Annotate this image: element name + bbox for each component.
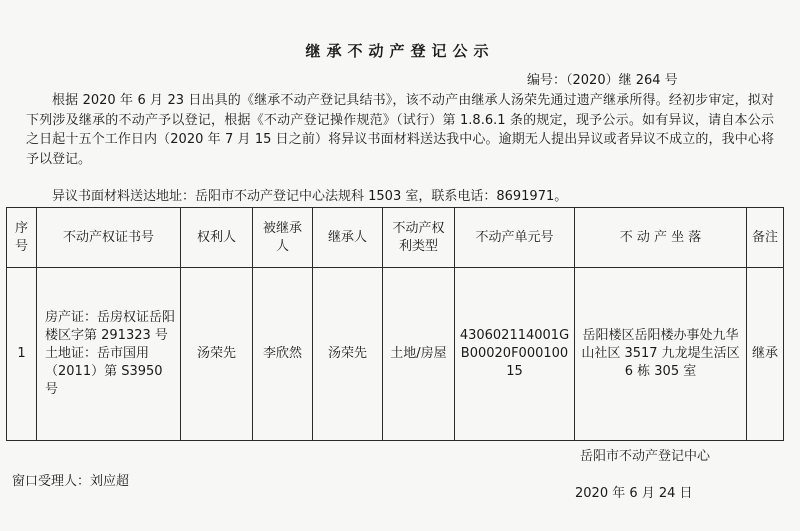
page-title: 继承不动产登记公示	[305, 42, 495, 60]
cell-unit-no: 430602114001GB00020F00010015	[455, 268, 575, 441]
header-remark: 备注	[747, 208, 784, 268]
window-receiver: 窗口受理人：刘应超	[12, 474, 130, 489]
cell-right-type: 土地/房屋	[383, 268, 455, 441]
header-unit-no: 不动产单元号	[455, 208, 575, 268]
serial-number: 编号：（2020）继 264 号	[527, 73, 678, 88]
header-owner: 权利人	[181, 208, 253, 268]
header-no: 序号	[7, 208, 37, 268]
registration-table	[6, 207, 784, 441]
cell-heir: 汤荣先	[313, 268, 383, 441]
header-right-type: 不动产权利类型	[383, 208, 455, 268]
header-deceased: 被继承人	[253, 208, 313, 268]
issuing-organization: 岳阳市不动产登记中心	[580, 449, 711, 464]
cert-house: 房产证：岳房权证岳阳楼区字第 291323 号	[45, 310, 176, 343]
cell-no: 1	[7, 268, 37, 441]
cell-deceased: 李欣然	[253, 268, 313, 441]
header-location: 不 动 产 坐 落	[575, 208, 747, 268]
cell-cert	[37, 268, 181, 441]
cell-owner: 汤荣先	[181, 268, 253, 441]
objection-address: 异议书面材料送达地址：岳阳市不动产登记中心法规科 1503 室，联系电话：8691971。	[52, 189, 568, 204]
header-cert: 不动产权证书号	[37, 208, 181, 268]
cell-location: 岳阳楼区岳阳楼办事处九华山社区 3517 九龙堤生活区 6 栋 305 室	[575, 268, 747, 441]
table-row	[7, 268, 784, 441]
cert-land: 土地证：岳市国用（2011）第 S3950 号	[45, 346, 163, 397]
header-heir: 继承人	[313, 208, 383, 268]
table-header-row	[7, 208, 784, 268]
notice-body: 根据 2020 年 6 月 23 日出具的《继承不动产登记具结书》，该不动产由继承人汤荣先通过遗产继承所得。经初步审定，拟对下列涉及继承的不动产予以登记，根据《不动产登记操作规范》（试行）第 1.8.6.1 条的规定，现予公示。如有异议，请自本公示之日起十五个工作日内（2020 年 7 月 15 日之前）将异议书面材料送达我中心。逾期无人提出异议或者异议不成立的，我中心将予以登记。	[26, 93, 774, 167]
cell-remark: 继承	[747, 268, 784, 441]
issue-date: 2020 年 6 月 24 日	[575, 486, 693, 501]
